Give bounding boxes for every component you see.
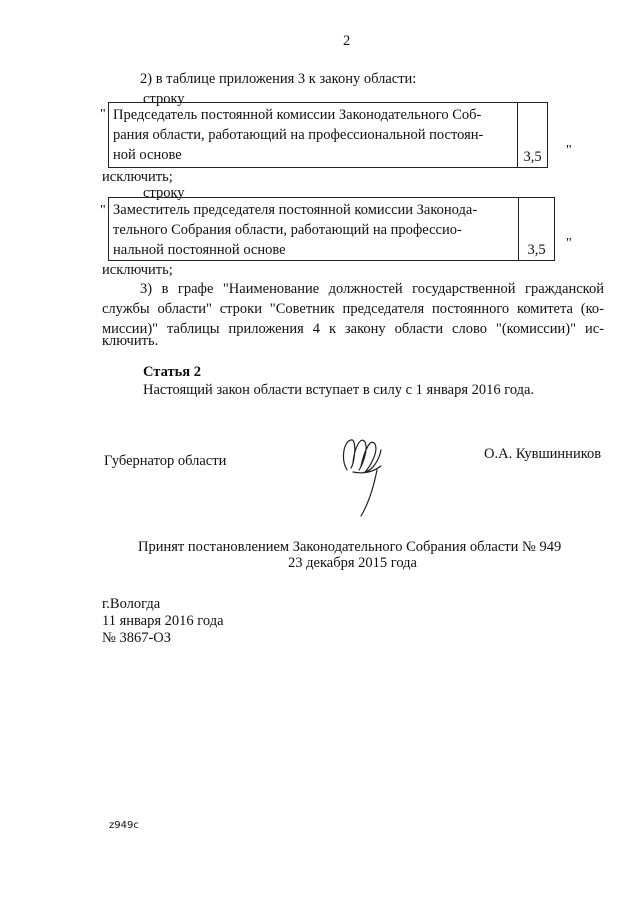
governor-title: Губернатор области bbox=[104, 453, 227, 469]
adoption-line-2: 23 декабря 2015 года bbox=[288, 555, 417, 571]
row1-position-line-1: Председатель постоянной комиссии Законодательного Соб- bbox=[113, 107, 482, 123]
article-2-text: Настоящий закон области вступает в силу с 1 января 2016 года. bbox=[143, 382, 535, 398]
row1-open-quote: " bbox=[100, 107, 106, 122]
handwritten-signature bbox=[333, 432, 391, 522]
row2-position-line-3: нальной постоянной основе bbox=[113, 242, 286, 258]
row2-value-cell bbox=[519, 198, 554, 260]
signing-date: 11 января 2016 года bbox=[102, 613, 224, 629]
row1-position-line-3: ной основе bbox=[113, 147, 182, 163]
row1-position-line-2: рания области, работающий на профессиональной постоян- bbox=[113, 127, 484, 143]
row2-close-quote: " bbox=[566, 236, 572, 251]
row2-position-cell bbox=[109, 198, 519, 260]
item-3-line-2: службы области" строки "Советник председателя постоянного комитета (ко- bbox=[102, 301, 604, 317]
row1-value-cell bbox=[518, 103, 547, 167]
law-number: № 3867-ОЗ bbox=[102, 630, 172, 646]
row2-position-line-2: тельного Собрания области, работающий на профессио- bbox=[113, 222, 462, 238]
row2-value: 3,5 bbox=[527, 242, 546, 258]
table-row-2 bbox=[108, 197, 555, 261]
row1-value: 3,5 bbox=[523, 149, 542, 165]
table-row-1 bbox=[108, 102, 548, 168]
item-2-intro: 2) в таблице приложения 3 к закону области: bbox=[140, 71, 417, 87]
row2-open-quote: " bbox=[100, 203, 106, 218]
page-number: 2 bbox=[343, 33, 351, 49]
adoption-line-1: Принят постановлением Законодательного Собрания области № 949 bbox=[138, 539, 562, 555]
row1-stroku-label: строку bbox=[143, 91, 185, 107]
governor-name: О.А. Кувшинников bbox=[484, 446, 602, 462]
article-2-heading: Статья 2 bbox=[143, 364, 201, 380]
row2-position-line-1: Заместитель председателя постоянной комиссии Законода- bbox=[113, 202, 478, 218]
footer-code: z949c bbox=[109, 820, 139, 831]
city: г.Вологда bbox=[102, 596, 161, 612]
row1-position-cell bbox=[109, 103, 518, 167]
item-3-line-1: 3) в графе "Наименование должностей государственной гражданской bbox=[140, 281, 604, 297]
item-3-line-4: ключить. bbox=[102, 333, 159, 349]
row1-action: исключить; bbox=[102, 169, 173, 185]
row1-close-quote: " bbox=[566, 143, 572, 158]
row2-stroku-label: строку bbox=[143, 185, 185, 201]
item-3-line-3: миссии)" таблицы приложения 4 к закону области слово "(комиссии)" ис- bbox=[102, 321, 604, 337]
row2-action: исключить; bbox=[102, 262, 173, 278]
